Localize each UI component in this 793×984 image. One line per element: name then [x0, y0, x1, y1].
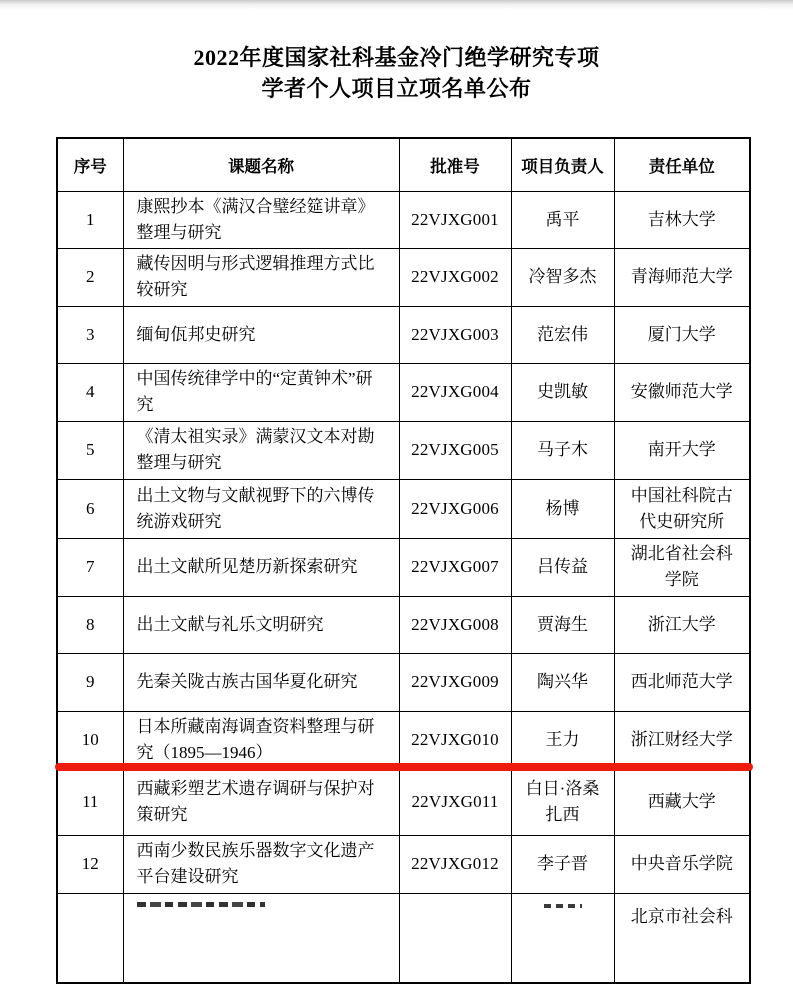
cell-title: 中国传统律学中的“定黄钟术”研究 [123, 363, 399, 421]
page-title-line1: 2022年度国家社科基金冷门绝学研究专项 [193, 45, 600, 70]
cell-no: 8 [57, 596, 123, 653]
cell-code: 22VJXG012 [399, 835, 511, 893]
cell-unit: 南开大学 [614, 421, 750, 479]
cell-code: 22VJXG005 [399, 421, 511, 479]
cell-leader: 史凯敏 [511, 363, 614, 421]
header-leader: 项目负责人 [511, 138, 614, 191]
cell-leader: 马子木 [511, 421, 614, 479]
page-title [0, 42, 793, 104]
cell-no: 7 [57, 538, 123, 596]
page-title-line2: 学者个人项目立项名单公布 [261, 76, 532, 101]
cell-no: 2 [57, 248, 123, 306]
cell-leader: 李子晋 [511, 835, 614, 893]
table-row [57, 596, 750, 653]
cell-no: 4 [57, 363, 123, 421]
cell-no: 3 [57, 306, 123, 363]
cell-unit: 厦门大学 [614, 306, 750, 363]
table-row-clipped [57, 893, 750, 983]
cell-title: 出土文献所见楚历新探索研究 [123, 538, 399, 596]
cell-no: 1 [57, 191, 123, 248]
cell-leader: 白日·洛桑扎西 [511, 769, 614, 835]
table-row [57, 306, 750, 363]
projects-table [56, 137, 751, 984]
cell-unit: 湖北省社会科学院 [614, 538, 750, 596]
cell-title: 出土文献与礼乐文明研究 [123, 596, 399, 653]
header-row [57, 138, 750, 191]
cell-title: 缅甸佤邦史研究 [123, 306, 399, 363]
cell-title: 日本所藏南海调查资料整理与研究（1895—1946） [123, 711, 399, 769]
table-row [57, 191, 750, 248]
cell-leader: 冷智多杰 [511, 248, 614, 306]
table-row [57, 769, 750, 835]
table-row [57, 363, 750, 421]
cell-unit: 北京市社会科 [614, 893, 750, 983]
header-unit: 责任单位 [614, 138, 750, 191]
header-title: 课题名称 [123, 138, 399, 191]
cell-leader: 禹平 [511, 191, 614, 248]
table-row [57, 248, 750, 306]
cell-code: 22VJXG003 [399, 306, 511, 363]
cell-code: 22VJXG006 [399, 479, 511, 538]
cell-unit: 中央音乐学院 [614, 835, 750, 893]
table-row-highlighted [57, 711, 750, 769]
cell-code: 22VJXG009 [399, 653, 511, 711]
table-row [57, 653, 750, 711]
cell-title: 西南少数民族乐器数字文化遗产平台建设研究 [123, 835, 399, 893]
cell-leader: 范宏伟 [511, 306, 614, 363]
cell-code: 22VJXG007 [399, 538, 511, 596]
cell-code: 22VJXG002 [399, 248, 511, 306]
page-edge-shadow [0, 0, 793, 10]
cell-title: 藏传因明与形式逻辑推理方式比较研究 [123, 248, 399, 306]
cell-unit: 浙江大学 [614, 596, 750, 653]
cell-code: 22VJXG001 [399, 191, 511, 248]
cell-title: 出土文物与文献视野下的六博传统游戏研究 [123, 479, 399, 538]
cell-unit: 吉林大学 [614, 191, 750, 248]
red-underline-annotation [55, 763, 753, 771]
cell-code: 22VJXG008 [399, 596, 511, 653]
cell-title: 西藏彩塑艺术遗存调研与保护对策研究 [123, 769, 399, 835]
cell-code: 22VJXG011 [399, 769, 511, 835]
cell-leader: 吕传益 [511, 538, 614, 596]
clipped-text-fragment [544, 904, 582, 908]
cell-code: 22VJXG004 [399, 363, 511, 421]
cell-no: 9 [57, 653, 123, 711]
cell-no: 6 [57, 479, 123, 538]
cell-code: 22VJXG010 [399, 711, 511, 769]
cell-unit: 浙江财经大学 [614, 711, 750, 769]
cell-no: 5 [57, 421, 123, 479]
cell-title: 先秦关陇古族古国华夏化研究 [123, 653, 399, 711]
cell-leader: 王力 [511, 711, 614, 769]
cell-code [399, 893, 511, 983]
cell-no [57, 893, 123, 983]
cell-no: 12 [57, 835, 123, 893]
cell-no: 11 [57, 769, 123, 835]
cell-unit: 中国社科院古代史研究所 [614, 479, 750, 538]
table-row [57, 479, 750, 538]
table-row [57, 538, 750, 596]
table-row [57, 421, 750, 479]
clipped-text-fragment [137, 902, 265, 907]
header-code: 批准号 [399, 138, 511, 191]
table-row [57, 835, 750, 893]
cell-leader: 杨博 [511, 479, 614, 538]
cell-title: 康熙抄本《满汉合璧经筵讲章》整理与研究 [123, 191, 399, 248]
cell-no: 10 [57, 711, 123, 769]
cell-unit: 青海师范大学 [614, 248, 750, 306]
cell-unit: 西北师范大学 [614, 653, 750, 711]
cell-leader [511, 893, 614, 983]
cell-title [123, 893, 399, 983]
cell-title: 《清太祖实录》满蒙汉文本对勘整理与研究 [123, 421, 399, 479]
cell-unit: 安徽师范大学 [614, 363, 750, 421]
header-no: 序号 [57, 138, 123, 191]
cell-leader: 贾海生 [511, 596, 614, 653]
cell-unit: 西藏大学 [614, 769, 750, 835]
cell-leader: 陶兴华 [511, 653, 614, 711]
